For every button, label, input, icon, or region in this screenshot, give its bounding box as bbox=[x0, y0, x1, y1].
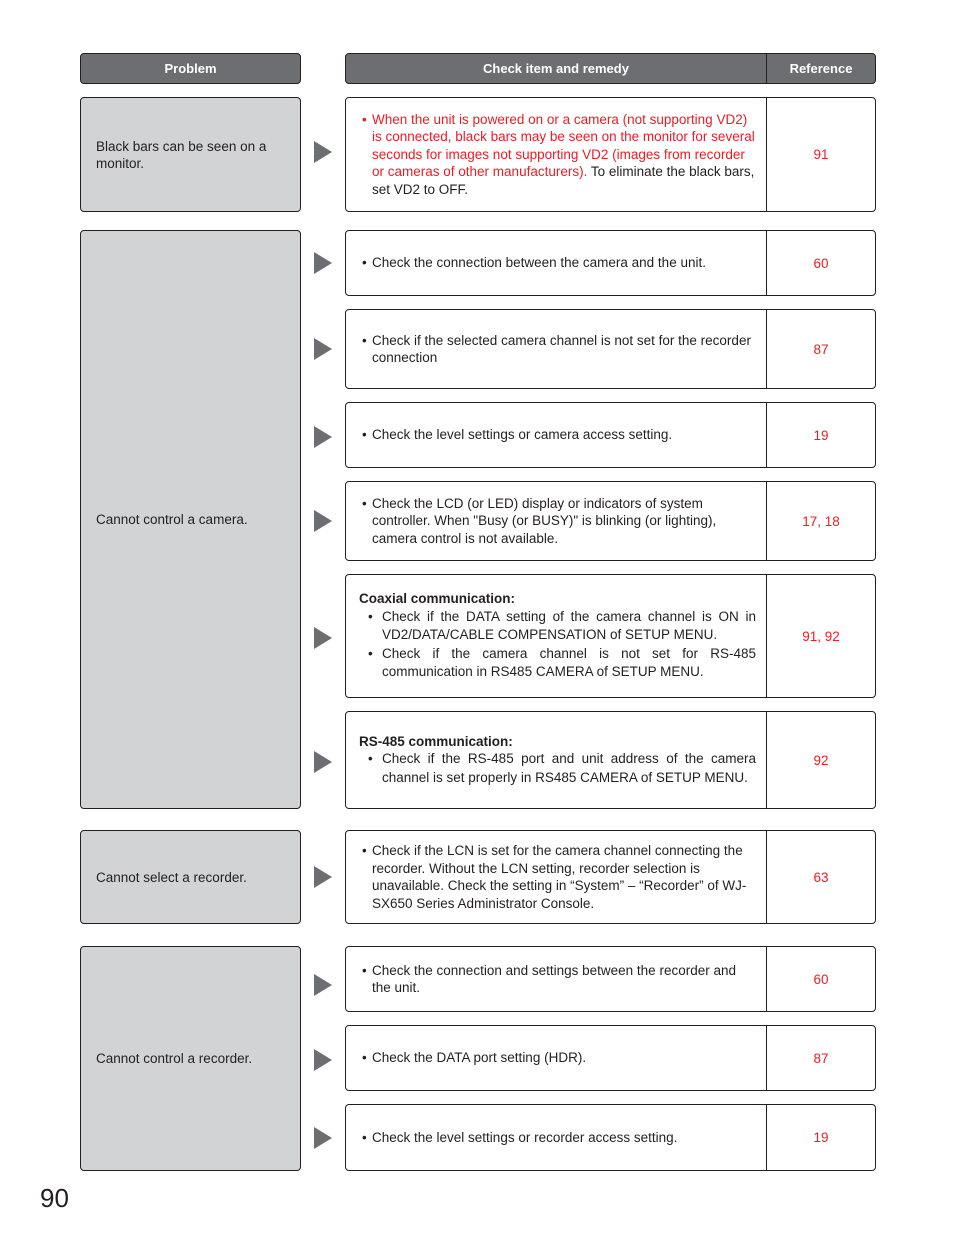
page-number: 90 bbox=[40, 1183, 69, 1213]
arrow-right-icon bbox=[314, 510, 332, 532]
remedy-row bbox=[345, 97, 876, 212]
remedy-row bbox=[345, 946, 876, 1012]
bullet: • bbox=[368, 751, 373, 767]
remedy-line: Check the level settings or camera access setting. bbox=[372, 427, 673, 443]
bullet: • bbox=[362, 843, 367, 858]
reference-page: 87 bbox=[766, 310, 875, 388]
remedy-text bbox=[346, 482, 766, 560]
remedy-line: Check if the RS-485 port and unit address of the camera channel is set properly in RS485 CAMERA of SETUP MENU. bbox=[382, 751, 756, 785]
header-problem bbox=[80, 53, 301, 84]
header-check-reference bbox=[345, 53, 876, 84]
problem-text: Cannot control a camera. bbox=[96, 512, 248, 527]
problem-text: Black bars can be seen on a monitor. bbox=[96, 138, 267, 171]
header-problem-label: Problem bbox=[164, 61, 217, 76]
remedy-line: Check if the camera channel is not set for RS-485 communication in RS485 CAMERA of SETUP MENU. bbox=[382, 645, 756, 680]
bullet: • bbox=[362, 495, 367, 511]
remedy-row bbox=[345, 230, 876, 296]
remedy-text-tail: To eliminate the black bars, set VD2 to OFF. bbox=[372, 164, 755, 197]
arrow-right-icon bbox=[314, 426, 332, 448]
remedy-text bbox=[346, 231, 766, 295]
section-title: RS-485 communication: bbox=[359, 733, 513, 749]
remedy-text bbox=[346, 831, 766, 923]
bullet: • bbox=[362, 1050, 367, 1066]
reference-page: 60 bbox=[766, 947, 875, 1011]
arrow-right-icon bbox=[314, 338, 332, 360]
problem-black-bars bbox=[80, 97, 301, 212]
problem-text: Cannot select a recorder. bbox=[96, 869, 247, 885]
remedy-row bbox=[345, 711, 876, 809]
remedy-text bbox=[346, 575, 766, 697]
remedy-row bbox=[345, 830, 876, 924]
bullet: • bbox=[362, 111, 367, 127]
remedy-text bbox=[346, 403, 766, 467]
arrow-right-icon bbox=[314, 866, 332, 888]
reference-page: 19 bbox=[766, 403, 875, 467]
reference-page: 63 bbox=[766, 831, 875, 923]
remedy-line: Check if the DATA setting of the camera channel is ON in VD2/DATA/CABLE COMPENSATION of SETUP MENU. bbox=[382, 608, 756, 643]
remedy-row bbox=[345, 481, 876, 561]
bullet: • bbox=[362, 427, 367, 443]
remedy-line: Check the level settings or recorder access setting. bbox=[372, 1129, 678, 1145]
remedy-text bbox=[346, 712, 766, 808]
problem-text: Cannot control a recorder. bbox=[96, 1051, 253, 1066]
remedy-line: Check if the selected camera channel is not set for the recorder connection bbox=[372, 332, 751, 365]
reference-page: 60 bbox=[766, 231, 875, 295]
problem-cannot-select-recorder bbox=[80, 830, 301, 924]
reference-page: 17, 18 bbox=[766, 482, 875, 560]
remedy-text bbox=[346, 1026, 766, 1090]
reference-page: 92 bbox=[766, 712, 875, 808]
remedy-warning-text: When the unit is powered on or a camera (not supporting VD2) is connected, black bars may be seen on the monitor for several seconds for images not supporting VD2 (images from recorder or cameras of other manufacturers). bbox=[372, 111, 755, 180]
remedy-text bbox=[346, 98, 766, 211]
remedy-row bbox=[345, 574, 876, 698]
arrow-right-icon bbox=[314, 627, 332, 649]
bullet: • bbox=[368, 608, 373, 624]
reference-page: 19 bbox=[766, 1105, 875, 1170]
arrow-right-icon bbox=[314, 1127, 332, 1149]
remedy-text bbox=[346, 310, 766, 388]
remedy-row bbox=[345, 402, 876, 468]
problem-cannot-control-camera bbox=[80, 230, 301, 809]
arrow-right-icon bbox=[314, 974, 332, 996]
remedy-line: Check the DATA port setting (HDR). bbox=[372, 1050, 587, 1066]
remedy-row bbox=[345, 1104, 876, 1171]
reference-page: 91 bbox=[766, 98, 875, 211]
problem-cannot-control-recorder bbox=[80, 946, 301, 1171]
header-reference-label: Reference bbox=[766, 54, 875, 83]
remedy-line: Check the LCD (or LED) display or indicators of system controller. When "Busy (or BUSY)" is blinking (or lighting), camera control is not available. bbox=[372, 495, 717, 546]
arrow-right-icon bbox=[314, 141, 332, 163]
bullet: • bbox=[368, 645, 373, 661]
arrow-right-icon bbox=[314, 252, 332, 274]
remedy-line: Check the connection between the camera and the unit. bbox=[372, 255, 706, 271]
bullet: • bbox=[362, 332, 367, 348]
remedy-text bbox=[346, 947, 766, 1011]
reference-page: 87 bbox=[766, 1026, 875, 1090]
arrow-right-icon bbox=[314, 1049, 332, 1071]
remedy-text bbox=[346, 1105, 766, 1170]
bullet: • bbox=[362, 255, 367, 271]
arrow-right-icon bbox=[314, 751, 332, 773]
remedy-line: Check if the LCN is set for the camera channel connecting the recorder. Without the LCN setting, recorder selection is unavailable. Check the setting in “System” – “Recorder” of WJ-SX650 Series Administrator Console. bbox=[372, 843, 747, 911]
reference-page: 91, 92 bbox=[766, 575, 875, 697]
remedy-row bbox=[345, 309, 876, 389]
remedy-row bbox=[345, 1025, 876, 1091]
remedy-line: Check the connection and settings between the recorder and the unit. bbox=[372, 962, 736, 995]
bullet: • bbox=[362, 962, 367, 978]
section-title: Coaxial communication: bbox=[359, 591, 516, 607]
bullet: • bbox=[362, 1129, 367, 1145]
header-check-label: Check item and remedy bbox=[483, 61, 629, 76]
